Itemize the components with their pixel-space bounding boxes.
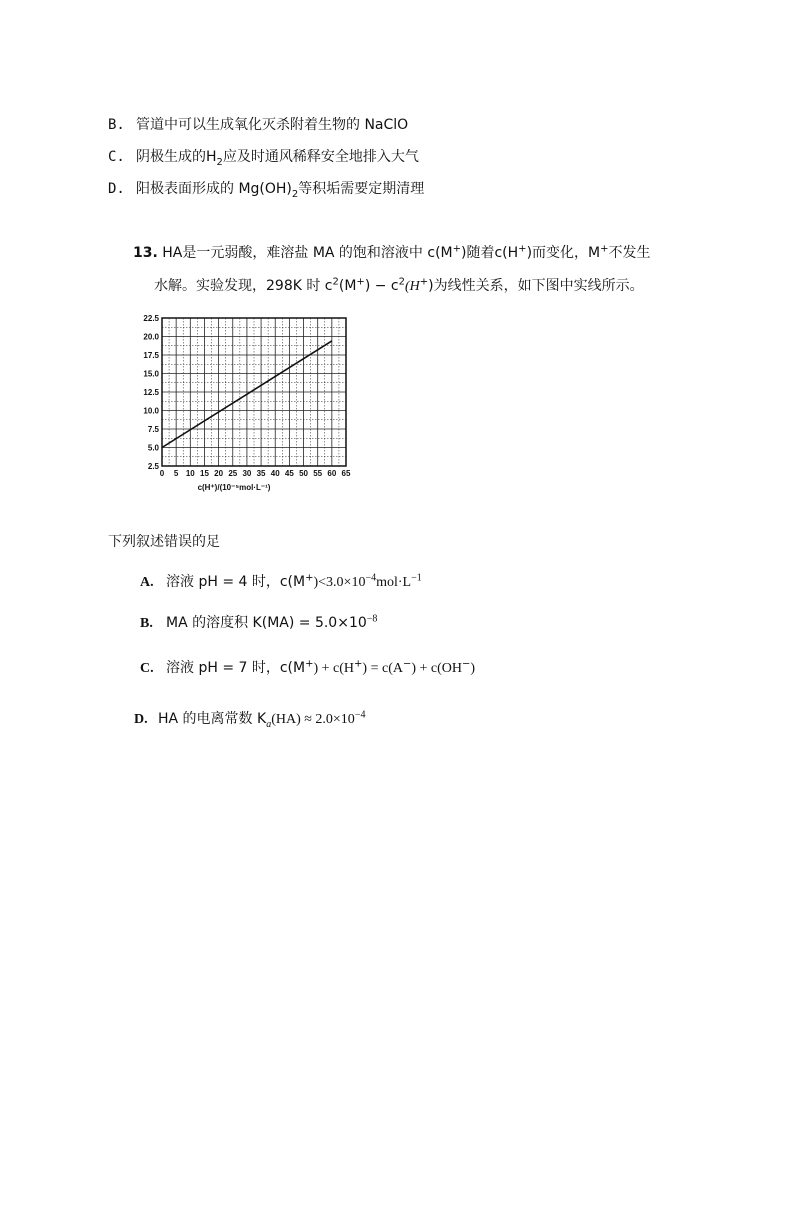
option-c[interactable] <box>140 658 475 679</box>
superscript: 2 <box>332 276 339 288</box>
superscript: + <box>518 243 527 255</box>
superscript: + <box>419 276 429 288</box>
y-tick-label: 17.5 <box>143 351 159 360</box>
stem-text: ) − c <box>364 278 399 294</box>
stem-text: (M <box>338 278 357 294</box>
superscript: + <box>356 276 365 288</box>
superscript: 2 <box>398 276 405 288</box>
y-tick-label: 10.0 <box>143 406 159 416</box>
subscript: 2 <box>291 188 299 200</box>
stem-text: )随着c(H <box>461 245 519 261</box>
superscript: + <box>452 243 462 255</box>
x-tick-label: 0 <box>159 469 165 478</box>
question-stem-line1 <box>133 243 651 263</box>
option-text: 溶液 pH = 7 时，c(M <box>166 660 306 676</box>
option-letter: C. <box>108 149 125 165</box>
option-text: 管道中可以生成氧化灭杀附着生物的 NaClO <box>136 117 409 133</box>
stem-text: (H <box>404 279 420 294</box>
x-tick-label: 10 <box>185 469 195 478</box>
superscript: −1 <box>411 572 422 584</box>
option-text: 阴极生成的H <box>136 149 217 165</box>
stem-text: HA是一元弱酸，难溶盐 MA 的饱和溶液中 c(M <box>162 245 453 261</box>
y-tick-label: 20.0 <box>143 332 159 342</box>
option-text: ) + c(H <box>313 661 355 676</box>
option-text: HA 的电离常数 K <box>158 711 267 727</box>
x-tick-label: 45 <box>284 469 294 478</box>
option-letter: B. <box>140 616 153 631</box>
option-text: 等积垢需要定期清理 <box>298 181 425 197</box>
option-text: 阳极表面形成的 Mg(OH) <box>136 181 292 197</box>
x-tick-label: 65 <box>341 469 351 478</box>
option-text: ) <box>470 661 476 676</box>
option-letter: B. <box>108 117 125 133</box>
option-text: (HA) ≈ 2.0×10 <box>271 712 355 727</box>
superscript: + <box>354 658 363 670</box>
question-stem-line2 <box>154 276 644 297</box>
option-text: mol·L <box>376 575 412 590</box>
superscript: −8 <box>366 613 378 625</box>
option-text: ) = c(A <box>362 661 403 676</box>
superscript: − <box>462 658 471 670</box>
superscript: −4 <box>365 572 377 584</box>
question-number: 13. <box>133 245 158 261</box>
x-tick-label: 35 <box>256 469 266 478</box>
x-tick-label: 15 <box>200 469 209 478</box>
stem-text: )而变化，M <box>526 245 601 261</box>
chart-grid <box>162 318 346 466</box>
x-tick-label: 60 <box>327 469 337 478</box>
x-tick-label: 20 <box>214 469 224 478</box>
superscript: + <box>600 243 609 255</box>
subscript: 2 <box>216 156 223 168</box>
y-tick-label: 7.5 <box>147 425 159 434</box>
stem-text: )为线性关系，如下图中实线所示。 <box>428 278 644 294</box>
y-tick-label: 12.5 <box>143 388 159 397</box>
x-tick-label: 40 <box>270 469 280 478</box>
stem-text: 不发生 <box>608 245 651 261</box>
option-text: 溶液 pH = 4 时，c(M <box>166 574 306 590</box>
option-text: MA 的溶度积 K(MA) = 5.0×10 <box>166 615 367 631</box>
option-d[interactable] <box>134 709 365 730</box>
option-letter: D. <box>108 181 125 197</box>
prev-option-b <box>108 115 408 135</box>
superscript: + <box>305 572 314 584</box>
options-intro: 下列叙述错误的足 <box>108 534 220 550</box>
x-tick-label: 50 <box>299 469 308 478</box>
option-text: ) + c(OH <box>411 661 463 676</box>
x-tick-label: 55 <box>313 469 323 478</box>
x-tick-label: 5 <box>173 469 179 478</box>
prev-option-c <box>108 147 419 167</box>
option-text: 应及时通风稀释安全地排入大气 <box>222 149 419 165</box>
option-letter: A. <box>140 575 154 590</box>
x-tick-label: 25 <box>228 469 238 478</box>
option-text: )<3.0×10 <box>313 575 366 590</box>
superscript: + <box>305 658 314 670</box>
y-tick-label: 22.5 <box>143 314 159 323</box>
x-tick-label: 30 <box>242 469 252 478</box>
subscript: a <box>266 718 272 730</box>
linear-relation-chart <box>138 308 358 498</box>
prev-option-d <box>108 179 424 199</box>
stem-text: 水解。实验发现，298K 时 c <box>154 278 333 294</box>
x-axis-label: c(H⁺)/(10⁻⁵mol·L⁻¹) <box>197 483 271 492</box>
option-letter: C. <box>140 661 154 676</box>
superscript: − <box>402 658 412 670</box>
option-letter: D. <box>134 712 148 727</box>
option-a[interactable] <box>140 572 422 593</box>
y-tick-labels <box>143 314 159 471</box>
y-tick-label: 5.0 <box>147 443 159 453</box>
superscript: −4 <box>354 709 366 721</box>
x-tick-labels <box>160 469 351 478</box>
option-b[interactable] <box>140 613 377 634</box>
y-tick-label: 2.5 <box>147 462 159 471</box>
y-tick-label: 15.0 <box>143 369 159 379</box>
